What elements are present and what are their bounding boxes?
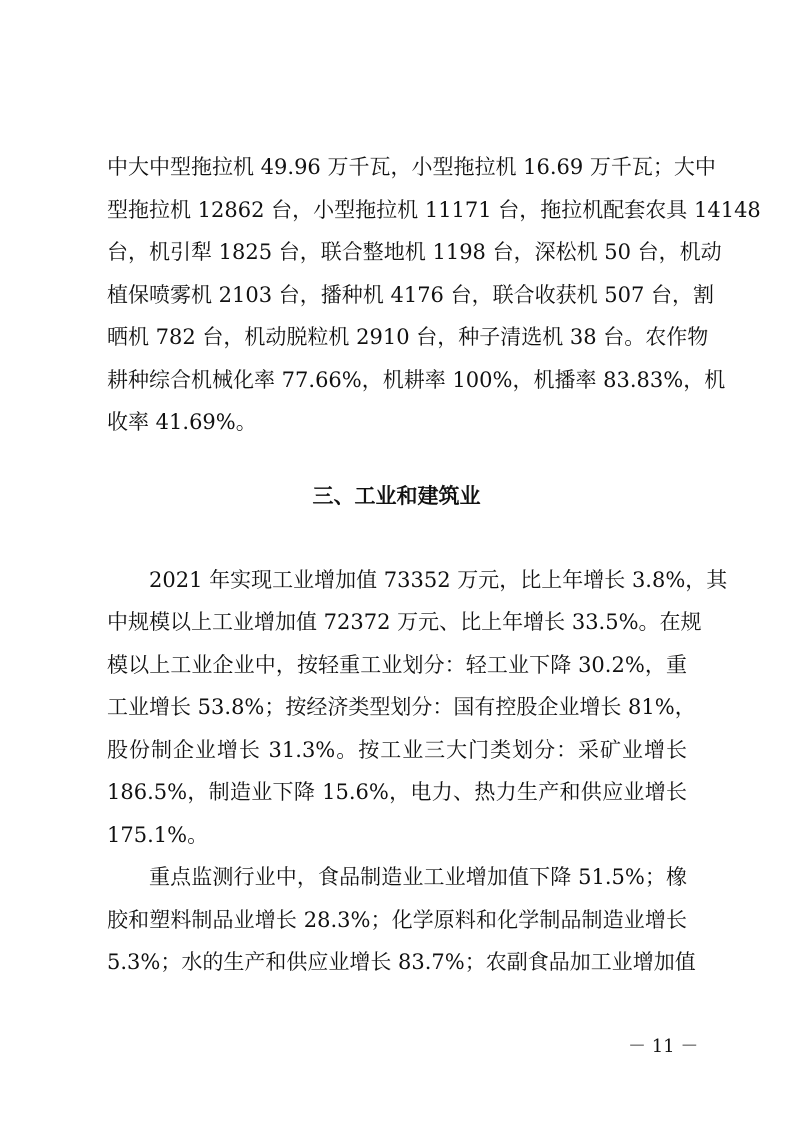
text-line: 重点监测行业中，食品制造业工业增加值下降 51.5%；橡 <box>149 865 687 889</box>
text-line: 型拖拉机 12862 台，小型拖拉机 11171 台，拖拉机配套农具 14148 <box>107 198 761 222</box>
text-line: 植保喷雾机 2103 台，播种机 4176 台，联合收获机 507 台，割 <box>107 283 715 307</box>
text-line: 耕种综合机械化率 77.66%，机耕率 100%，机播率 83.83%，机 <box>107 368 726 392</box>
text-line: 收率 41.69%。 <box>107 410 257 434</box>
page-number: － 11 － <box>628 1036 699 1057</box>
section-heading: 三、工业和建筑业 <box>312 484 481 508</box>
text-line: 中规模以上工业增加值 72372 万元、比上年增长 33.5%。在规 <box>107 610 702 634</box>
text-line: 工业增长 53.8%；按经济类型划分：国有控股企业增长 81%， <box>107 695 696 719</box>
text-line: 5.3%；水的生产和供应业增长 83.7%；农副食品加工业增加值 <box>107 950 696 974</box>
text-line: 胶和塑料制品业增长 28.3%；化学原料和化学制品制造业增长 <box>107 908 687 932</box>
text-line: 2021 年实现工业增加值 73352 万元，比上年增长 3.8%，其 <box>149 568 728 592</box>
text-line: 模以上工业企业中，按轻重工业划分：轻工业下降 30.2%，重 <box>107 653 687 677</box>
text-line: 台，机引犁 1825 台，联合整地机 1198 台，深松机 50 台，机动 <box>107 240 722 264</box>
text-line: 晒机 782 台，机动脱粒机 2910 台，种子清选机 38 台。农作物 <box>107 325 709 349</box>
text-line: 175.1%。 <box>107 823 209 847</box>
text-line: 股份制企业增长 31.3%。按工业三大门类划分：采矿业增长 <box>107 738 687 762</box>
text-line: 中大中型拖拉机 49.96 万千瓦，小型拖拉机 16.69 万千瓦；大中 <box>107 155 716 179</box>
text-line: 186.5%，制造业下降 15.6%，电力、热力生产和供应业增长 <box>107 780 687 804</box>
